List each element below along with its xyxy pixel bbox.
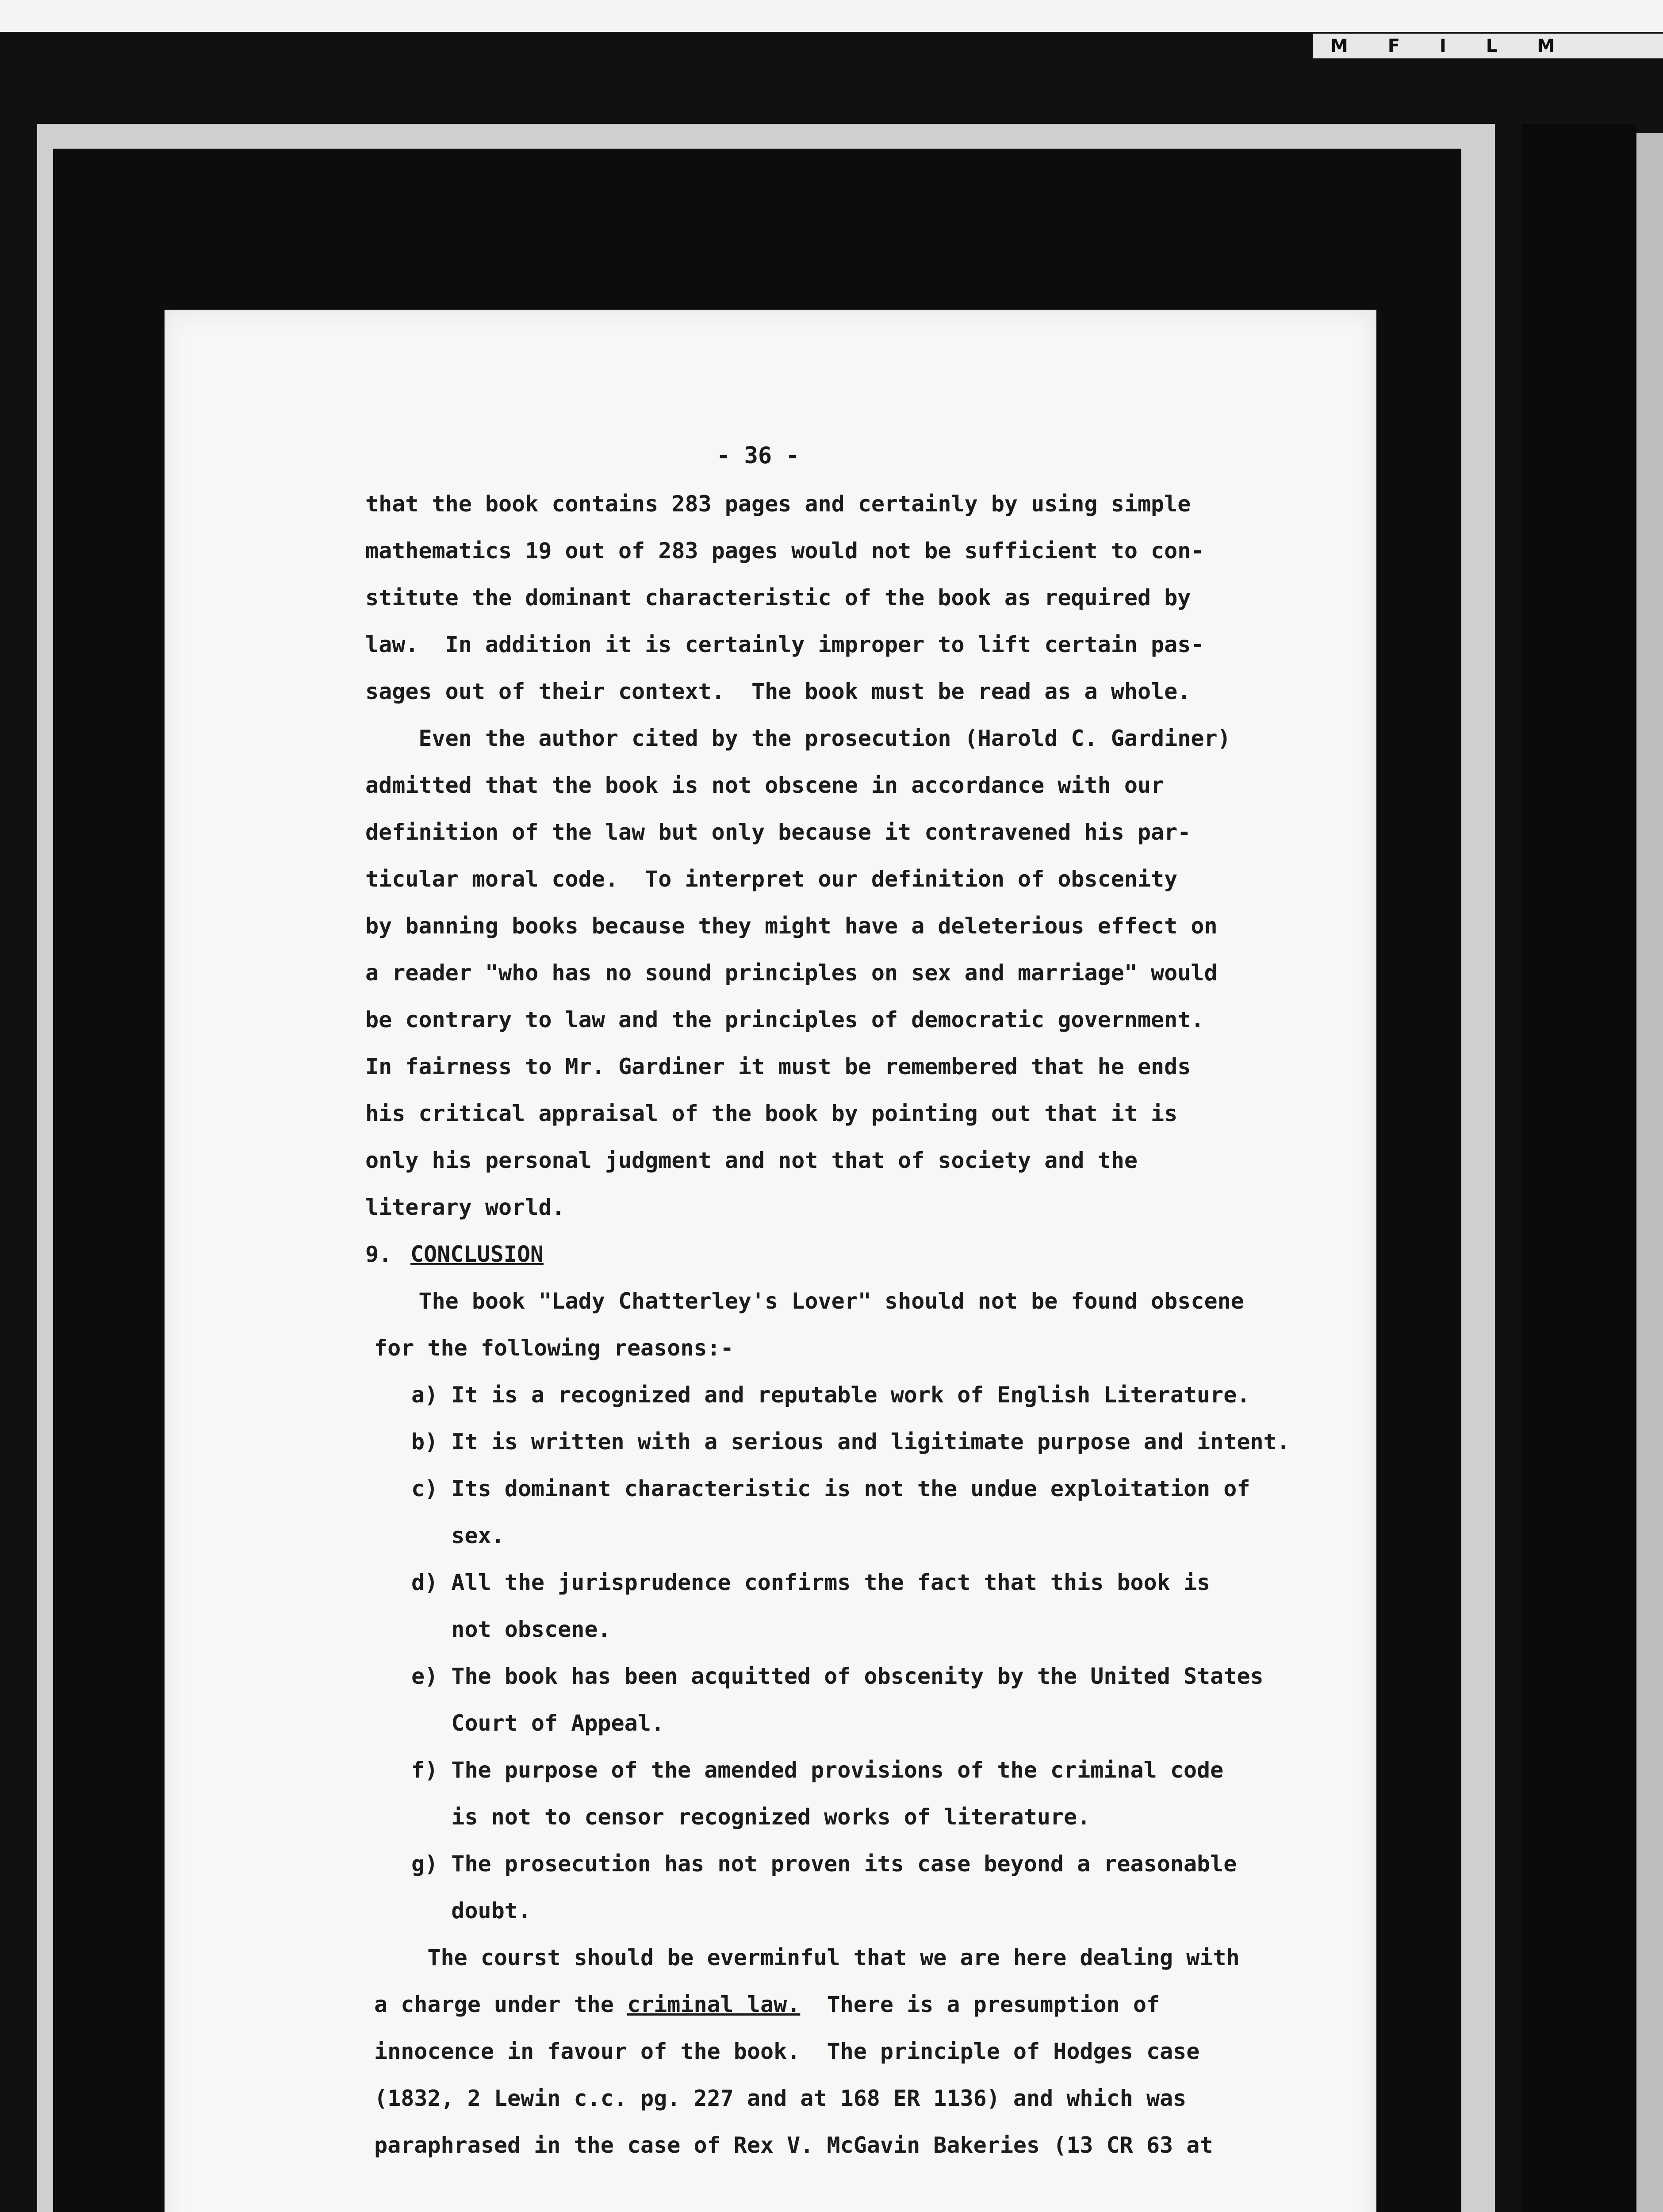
- reason-item: g) The prosecution has not proven its case beyond a reasonable: [411, 1851, 1237, 1877]
- conclusion-intro-line: for the following reasons:-: [374, 1335, 734, 1361]
- body-line: ticular moral code. To interpret our definition of obscenity: [365, 866, 1178, 892]
- reason-item: a) It is a recognized and reputable work of English Literature.: [411, 1382, 1250, 1408]
- body-line: mathematics 19 out of 283 pages would not be sufficient to con-: [365, 538, 1204, 564]
- body-line: Even the author cited by the prosecution (Harold C. Gardiner): [365, 726, 1231, 751]
- reason-item: b) It is written with a serious and ligitimate purpose and intent.: [411, 1429, 1290, 1455]
- body-line: admitted that the book is not obscene in accordance with our: [365, 772, 1165, 798]
- body-line: In fairness to Mr. Gardiner it must be remembered that he ends: [365, 1054, 1191, 1079]
- reason-item-continued: is not to censor recognized works of literature.: [411, 1804, 1091, 1830]
- adjacent-frame-dark: [1521, 124, 1636, 2212]
- body-line: only his personal judgment and not that of society and the: [365, 1148, 1138, 1173]
- closing-text: There is a presumption of: [800, 1992, 1160, 2017]
- reason-item-continued: sex.: [411, 1523, 505, 1548]
- body-line: a reader "who has no sound principles on sex and marriage" would: [365, 960, 1218, 986]
- reason-item: e) The book has been acquitted of obscenity by the United States: [411, 1663, 1264, 1689]
- closing-line: [374, 1992, 1160, 2017]
- body-line: stitute the dominant characteristic of the book as required by: [365, 585, 1191, 611]
- body-line: that the book contains 283 pages and certainly by using simple: [365, 491, 1191, 517]
- reason-item: d) All the jurisprudence confirms the fact that this book is: [411, 1570, 1211, 1595]
- reason-item: f) The purpose of the amended provisions of the criminal code: [411, 1757, 1224, 1783]
- criminal-law-underlined: criminal law.: [627, 1992, 801, 2017]
- body-line: law. In addition it is certainly improper to lift certain pas-: [365, 632, 1204, 657]
- reason-item-continued: not obscene.: [411, 1617, 611, 1642]
- section-heading: CONCLUSION: [410, 1241, 544, 1267]
- reason-item: c) Its dominant characteristic is not the undue exploitation of: [411, 1476, 1250, 1502]
- reason-item-continued: Court of Appeal.: [411, 1710, 664, 1736]
- section-number: 9.: [365, 1241, 392, 1267]
- closing-line: innocence in favour of the book. The principle of Hodges case: [374, 2039, 1200, 2064]
- body-line: sages out of their context. The book must be read as a whole.: [365, 679, 1191, 704]
- scan-top-strip: [0, 0, 1663, 32]
- body-line: his critical appraisal of the book by pointing out that it is: [365, 1101, 1178, 1126]
- closing-text: a charge under the: [374, 1992, 627, 2017]
- adjacent-frame-edge: [1636, 133, 1663, 2212]
- film-code-strip: M F I L M: [1313, 34, 1663, 58]
- reason-item-continued: doubt.: [411, 1898, 531, 1924]
- closing-line: The courst should be everminful that we are here dealing with: [374, 1945, 1240, 1970]
- body-line: definition of the law but only because it contravened his par-: [365, 819, 1191, 845]
- closing-line: paraphrased in the case of Rex V. McGavin Bakeries (13 CR 63 at: [374, 2132, 1213, 2158]
- page-number: - 36 -: [717, 442, 800, 469]
- body-line: literary world.: [365, 1194, 565, 1220]
- closing-line: (1832, 2 Lewin c.c. pg. 227 and at 168 ER 1136) and which was: [374, 2085, 1187, 2111]
- body-line: by banning books because they might have a deleterious effect on: [365, 913, 1218, 939]
- conclusion-intro-line: The book "Lady Chatterley's Lover" should not be found obscene: [365, 1288, 1244, 1314]
- body-line: be contrary to law and the principles of democratic government.: [365, 1007, 1204, 1033]
